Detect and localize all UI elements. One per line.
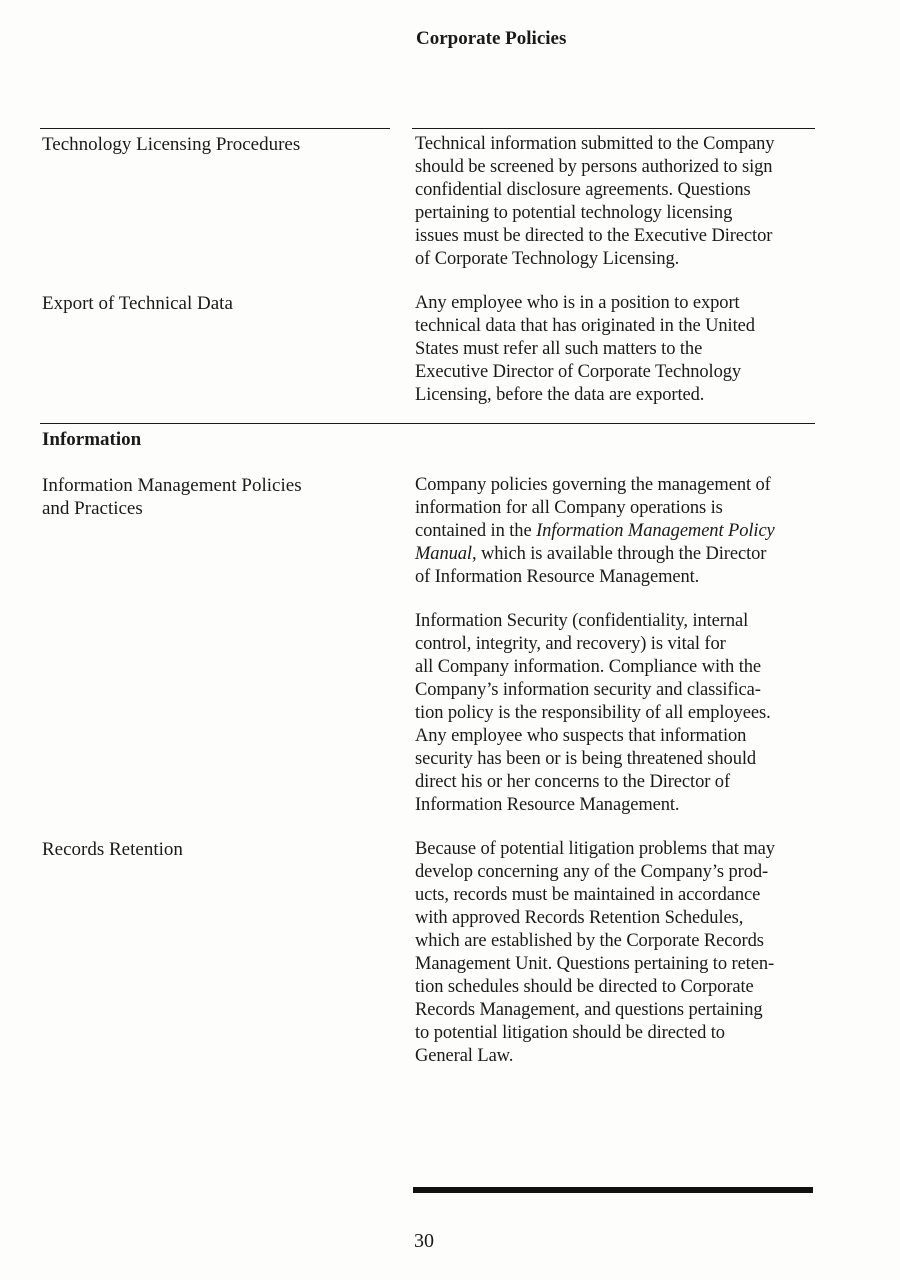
text-line: develop concerning any of the Company’s prod-	[415, 862, 769, 882]
text-line: Executive Director of Corporate Technology	[415, 362, 742, 382]
text-line: Any employee who is in a position to export	[415, 293, 740, 313]
section-body-export-data	[415, 292, 825, 407]
text-line: control, integrity, and recovery) is vital for	[415, 634, 726, 654]
text-line: issues must be directed to the Executive Director	[415, 226, 773, 246]
section-divider	[40, 423, 815, 424]
section-label-records: Records Retention	[42, 839, 183, 860]
text-line	[415, 520, 825, 543]
text-line: security has been or is being threatened should	[415, 749, 757, 769]
text-line: technical data that has originated in the United	[415, 316, 755, 336]
section-body-info-mgmt-p2	[415, 610, 825, 817]
text-line: direct his or her concerns to the Director of	[415, 772, 731, 792]
text-line: States must refer all such matters to the	[415, 339, 703, 359]
text-line: Company’s information security and classifica-	[415, 680, 761, 700]
text-line: tion schedules should be directed to Corporate	[415, 977, 754, 997]
text-line: General Law.	[415, 1046, 514, 1066]
text-line: tion policy is the responsibility of all employees.	[415, 703, 771, 723]
divider-right	[412, 128, 815, 129]
manual-title-italic: Manual	[415, 544, 472, 564]
text-line: Information Security (confidentiality, internal	[415, 611, 749, 631]
manual-title-italic: Information Management Policy	[536, 521, 775, 541]
text-line: Records Management, and questions pertaining	[415, 1000, 763, 1020]
text-line: Any employee who suspects that information	[415, 726, 747, 746]
section-label-info-mgmt	[42, 474, 372, 520]
text-line: with approved Records Retention Schedules,	[415, 908, 744, 928]
label-line: Information Management Policies	[42, 475, 302, 496]
section-body-info-mgmt-p1	[415, 474, 825, 589]
section-heading-information: Information	[42, 429, 142, 450]
text-line: information for all Company operations is	[415, 498, 723, 518]
text-line: to potential litigation should be directed to	[415, 1023, 725, 1043]
page-number: 30	[414, 1230, 434, 1252]
divider-left	[40, 128, 390, 129]
text-line: Company policies governing the management of	[415, 475, 771, 495]
footer-bar	[413, 1187, 813, 1193]
section-label-export-data: Export of Technical Data	[42, 293, 233, 314]
text-line: pertaining to potential technology licensing	[415, 203, 733, 223]
page-header-title: Corporate Policies	[416, 28, 567, 49]
text-line: Because of potential litigation problems that may	[415, 839, 775, 859]
label-line: and Practices	[42, 498, 143, 519]
text-line: Information Resource Management.	[415, 795, 680, 815]
text-line: all Company information. Compliance with the	[415, 657, 762, 677]
text-segment: contained in the	[415, 521, 537, 541]
text-line: Technical information submitted to the Company	[415, 134, 775, 154]
text-line: of Information Resource Management.	[415, 567, 700, 587]
text-line: Licensing, before the data are exported.	[415, 385, 705, 405]
text-line: ucts, records must be maintained in accordance	[415, 885, 761, 905]
text-line: confidential disclosure agreements. Questions	[415, 180, 751, 200]
section-body-records	[415, 838, 825, 1068]
section-label-tech-licensing: Technology Licensing Procedures	[42, 134, 301, 155]
text-line: should be screened by persons authorized to sign	[415, 157, 773, 177]
text-line	[415, 543, 825, 566]
text-line: Management Unit. Questions pertaining to reten-	[415, 954, 775, 974]
section-body-tech-licensing	[415, 133, 825, 271]
text-line: which are established by the Corporate Records	[415, 931, 764, 951]
text-line: of Corporate Technology Licensing.	[415, 249, 680, 269]
text-segment: , which is available through the Director	[471, 544, 767, 564]
